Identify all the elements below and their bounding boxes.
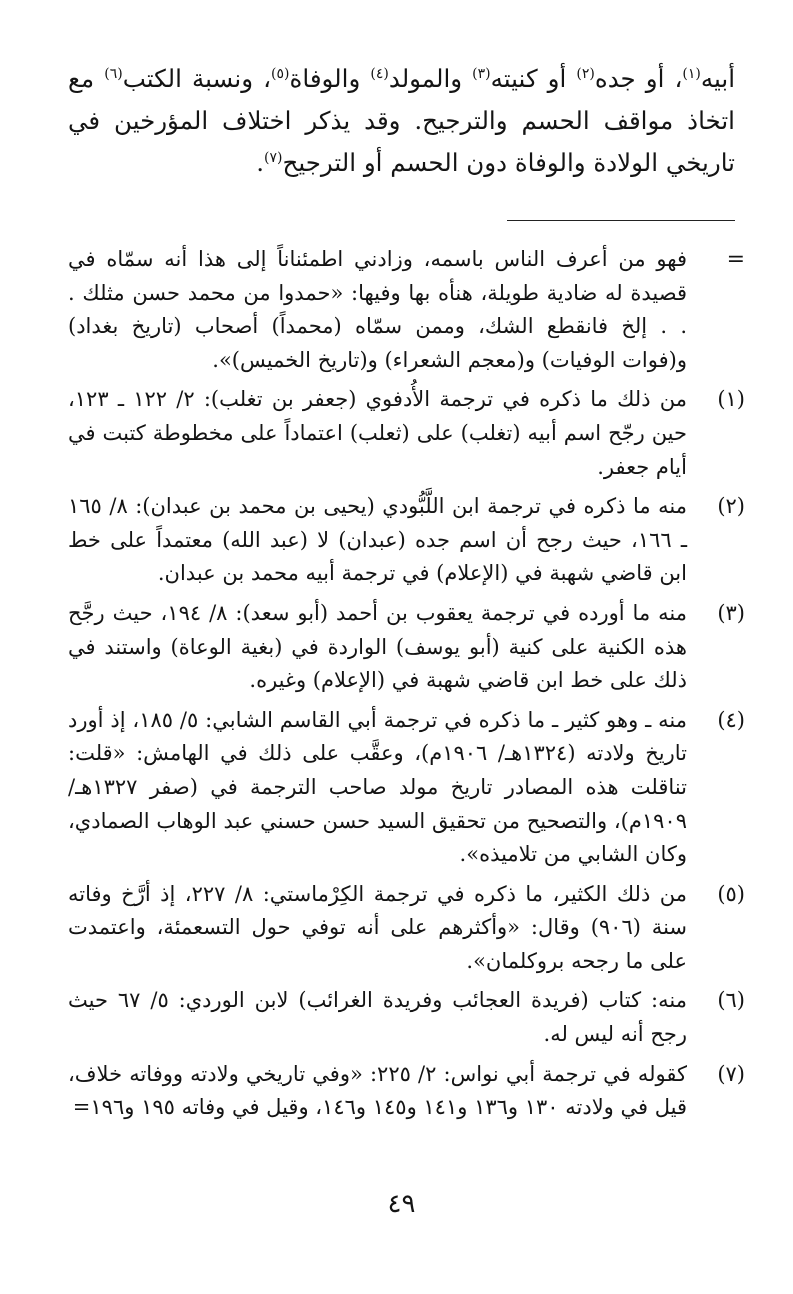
footnote-separator	[507, 220, 735, 221]
footnote-item	[68, 1058, 745, 1125]
main-text-segment: أو كنيته	[490, 64, 577, 93]
footnote-text: منه ما أورده في ترجمة يعقوب بن أحمد (أبو سعد): ٨/ ١٩٤، حيث رجَّح هذه الكنية على كنية (أبو يوسف) الواردة في (بغية الوعاة) واستند في ذلك على خط ابن قاضي شهبة في (الإعلام) وغيره.	[68, 600, 687, 693]
footnote-reference[interactable]: (٣)	[472, 65, 491, 82]
footnote-number: (٤)	[717, 707, 745, 732]
footnote-item	[68, 490, 745, 591]
footnote-reference[interactable]: (٦)	[104, 65, 123, 82]
footnote-item	[68, 597, 745, 698]
main-text-segment: مع اتخاذ مواقف الحسم والترجيح. وقد يذكر اختلاف المؤرخين في تاريخي الولادة والوفاة دون الحسم أو الترجيح	[68, 64, 735, 177]
book-page	[68, 58, 745, 1294]
main-text-segment: ، أو جده	[594, 64, 683, 93]
footnotes-section	[68, 243, 745, 1125]
footnote-text: من ذلك ما ذكره في ترجمة الأُدفوي (جعفر بن تغلب): ٢/ ١٢٢ ـ ١٢٣، حين رجّح اسم أبيه (تغلب) على (ثعلب) اعتماداً على مخطوطة كتبت في أيام جعفر.	[68, 387, 687, 479]
page-number: ٤٩	[387, 1189, 416, 1219]
main-text-segment: ، ونسبة الكتب	[122, 64, 272, 93]
footnote-reference[interactable]: (٧)	[264, 149, 283, 166]
footnote-item	[68, 383, 745, 484]
main-text-segment: والمولد	[388, 64, 473, 93]
footnote-item	[68, 984, 745, 1051]
footnote-text: منه ـ وهو كثير ـ ما ذكره في ترجمة أبي القاسم الشابي: ٥/ ١٨٥، إذ أورد تاريخ ولادته (١٣٢٤هـ/ ١٩٠٦م)، وعقَّب على ذلك في الهامش: «قلت: تناقلت هذه المصادر تاريخ مولد صاحب الترجمة في (صفر ١٣٢٧هـ/ ١٩٠٩م)، والتصحيح من تحقيق السيد حسن حسني عبد الوهاب الصمادي، وكان الشابي من تلاميذه».	[68, 707, 688, 867]
footnote-item	[68, 704, 745, 872]
footnote-text: من ذلك الكثير، ما ذكره في ترجمة الكِرْماستي: ٨/ ٢٢٧، إذ أرَّخ وفاته سنة (٩٠٦) وقال: «وأكثرهم على أنه توفي حول التسعمئة، واعتمدت على ما رجحه بروكلمان».	[68, 881, 687, 973]
footnote-text: منه: كتاب (فريدة العجائب وفريدة الغرائب) لابن الوردي: ٥/ ٦٧ حيث رجح أنه ليس له.	[68, 988, 687, 1047]
footnote-text: منه ما ذكره في ترجمة ابن اللَّبُّودي (يحيى بن محمد بن عبدان): ٨/ ١٦٥ ـ ١٦٦، حيث رجح أن اسم جده (عبدان) لا (عبد الله) معتمداً على خط ابن قاضي شهبة في (الإعلام) في ترجمة أبيه محمد بن عبدان.	[68, 494, 688, 586]
footnote-reference[interactable]: (١)	[682, 65, 701, 82]
footnote-reference[interactable]: (٤)	[370, 65, 389, 82]
footnote-reference[interactable]: (٢)	[576, 65, 595, 82]
footnote-number: (٦)	[717, 988, 745, 1013]
footnote-reference[interactable]: (٥)	[271, 65, 290, 82]
footnote-continuation	[68, 243, 745, 377]
footnote-number: (٢)	[717, 494, 745, 519]
footnote-text: فهو من أعرف الناس باسمه، وزادني اطمئناناً إلى هذا أنه سمّاه في قصيدة له ضادية طويلة، هنأه بها وفيها: «حمدوا من محمد حسن مثلك . . . إلخ فانقطع الشك، وممن سمّاه (محمداً) أصحاب (تاريخ بغداد) و(فوات الوفيات) و(معجم الشعراء) و(تاريخ الخميس)».	[68, 247, 687, 372]
footnote-number: (١)	[717, 387, 745, 412]
continuation-marker: =	[726, 247, 745, 272]
main-paragraph	[68, 58, 735, 184]
main-text-segment: أبيه	[700, 64, 736, 93]
main-text-segment: .	[256, 148, 265, 177]
footnote-item	[68, 878, 745, 979]
footnote-number: (٧)	[717, 1061, 745, 1086]
main-text-segment: والوفاة	[289, 64, 371, 93]
footnote-number: (٣)	[717, 600, 745, 625]
footnote-number: (٥)	[717, 881, 745, 906]
footnote-text: كقوله في ترجمة أبي نواس: ٢/ ٢٢٥: «وفي تاريخي ولادته ووفاته خلاف، قيل في ولادته ١٣٠ و١٣٦ و١٤١ و١٤٥ و١٤٦، وقيل في وفاته ١٩٥ و١٩٦=	[68, 1061, 687, 1120]
